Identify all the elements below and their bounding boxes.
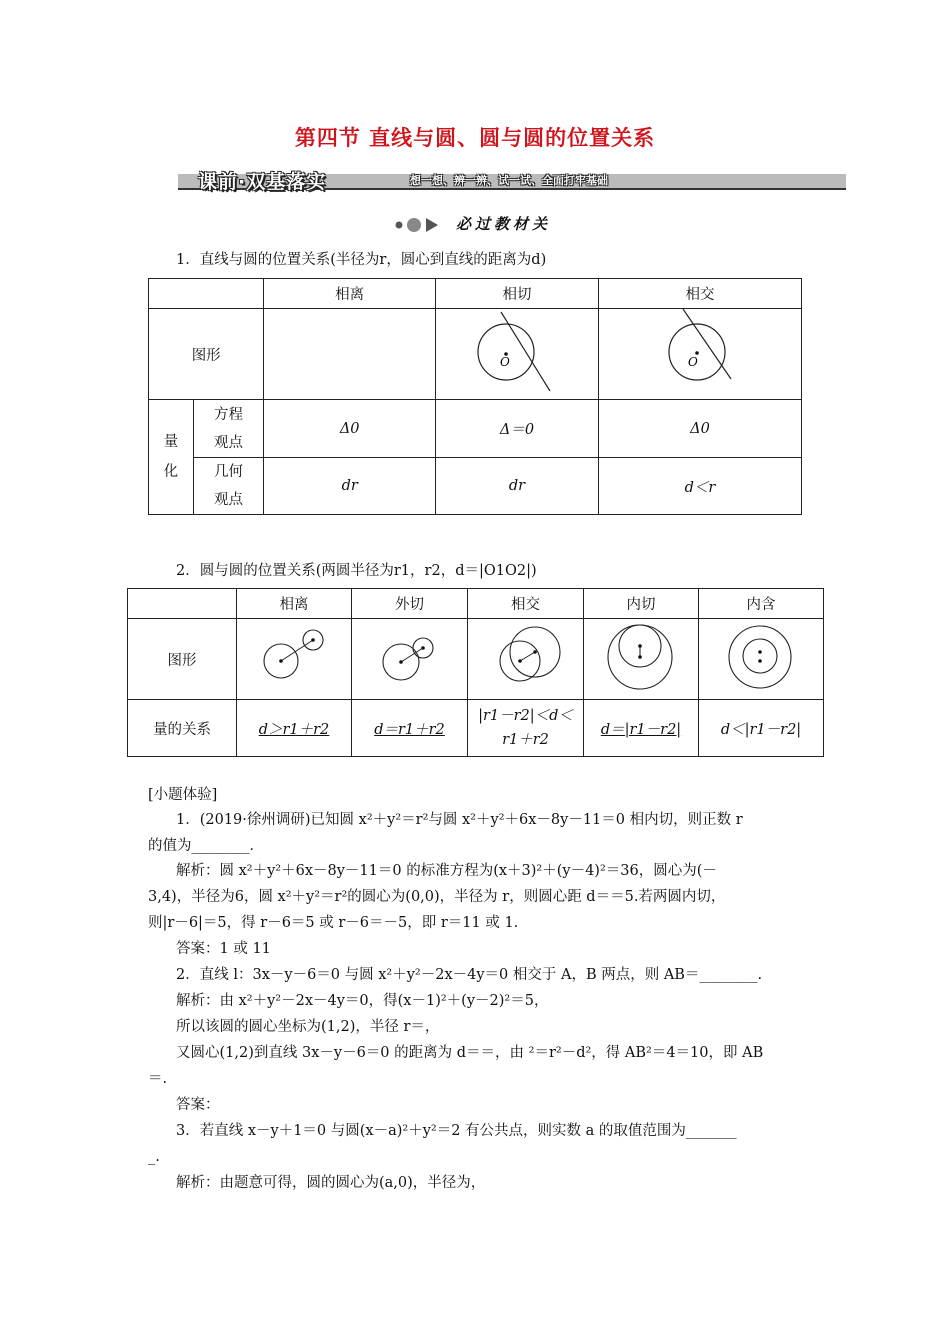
practice-line: 所以该圆的圆心坐标为(1,2)，半径 r＝， xyxy=(176,1019,440,1035)
row-label-text: 几何观点 xyxy=(214,464,244,508)
row-label xyxy=(193,400,264,458)
circles-contain-diagram xyxy=(699,619,823,695)
table1-caption: 1．直线与圆的位置关系(半径为r，圆心到直线的距离为d) xyxy=(176,252,547,268)
banner-sub-text: 想一想、辨一辨、试一试、全面打牢基础 xyxy=(410,174,608,187)
table1-corner xyxy=(149,279,264,309)
answer-line: 答案：1 或 11 xyxy=(176,941,271,957)
practice-line: 则|r－6|＝5，得 r－6＝5 或 r－6＝－5，即 r＝11 或 1. xyxy=(148,915,519,931)
circles-separate-diagram xyxy=(237,619,351,695)
table2-header: 相交 xyxy=(468,589,584,619)
banner-main-text: 课前·双基落实 xyxy=(198,171,327,193)
intersect-diagram xyxy=(599,309,801,395)
center-label: O xyxy=(687,355,698,369)
table2-caption: 2．圆与圆的位置关系(两圆半径为r1，r2，d＝|O1O2|) xyxy=(176,563,537,579)
table1-header: 相交 xyxy=(598,279,801,309)
tangent-diagram xyxy=(436,309,598,395)
practice-line: 2．直线 l：3x－y－6＝0 与圆 x²＋y²－2x－4y＝0 相交于 A，B 两点，则 AB＝________. xyxy=(176,967,763,983)
circles-external-diagram xyxy=(352,619,467,695)
figure-circles-contain xyxy=(699,619,824,700)
row-label-text: 方程观点 xyxy=(214,406,244,451)
center-label: O xyxy=(499,355,510,369)
table1-header: 相切 xyxy=(435,279,598,309)
table1-cell: dr xyxy=(435,458,598,515)
practice-line: 解析：由 x²＋y²－2x－4y＝0，得(x－1)²＋(y－2)²＝5， xyxy=(176,993,549,1009)
table2-header: 内切 xyxy=(584,589,699,619)
relation-cell xyxy=(468,700,584,757)
table-circle-circle xyxy=(127,588,824,757)
section-banner xyxy=(178,170,846,192)
answer-line: 答案： xyxy=(176,1097,220,1113)
bullet-dots-icon xyxy=(394,216,450,234)
section-label: 必过教材关 xyxy=(456,215,552,233)
practice-line: 1．(2019·徐州调研)已知圆 x²＋y²＝r²与圆 x²＋y²＋6x－8y－11＝0 相内切，则正数 r xyxy=(176,812,743,828)
practice-line: 解析：圆 x²＋y²＋6x－8y－11＝0 的标准方程为(x＋3)²＋(y－4)²＝36，圆心为(－ xyxy=(176,863,717,879)
table2-header: 相离 xyxy=(237,589,352,619)
table1-cell: Δ0 xyxy=(264,400,436,458)
figure-intersect xyxy=(598,309,801,400)
page-title: 第四节 直线与圆、圆与圆的位置关系 xyxy=(294,126,656,150)
practice-line: 解析：由题意可得，圆的圆心为(a,0)，半径为， xyxy=(176,1175,486,1191)
figure-circles-separate xyxy=(237,619,352,700)
row-label xyxy=(193,458,264,515)
relation-cell: d＜|r1－r2| xyxy=(699,700,824,757)
table1-cell: Δ0 xyxy=(598,400,801,458)
quant-text: 量化 xyxy=(163,434,179,480)
table2-header: 外切 xyxy=(352,589,468,619)
relation-cell: d＞r1＋r2 xyxy=(237,700,352,757)
circles-intersect-diagram xyxy=(468,619,583,695)
table-line-circle xyxy=(148,278,802,515)
relation-cell: d＝r1＋r2 xyxy=(352,700,468,757)
table2-header: 内含 xyxy=(699,589,824,619)
table1-header: 相离 xyxy=(264,279,436,309)
figure-tangent xyxy=(435,309,598,400)
relation-cell: d＝|r1－r2| xyxy=(584,700,699,757)
practice-line: ＝. xyxy=(148,1071,168,1087)
practice-line: 3．若直线 x－y＋1＝0 与圆(x－a)²＋y²＝2 有公共点，则实数 a 的取值范围为_______ xyxy=(176,1123,737,1139)
table1-cell: Δ＝0 xyxy=(435,400,598,458)
table2-figure-label: 图形 xyxy=(128,619,237,700)
figure-circles-external xyxy=(352,619,468,700)
table1-figure-label: 图形 xyxy=(149,309,264,400)
practice-line: 的值为________． xyxy=(148,838,264,854)
table1-quant-label xyxy=(149,400,194,515)
practice-line: _. xyxy=(148,1149,160,1165)
table2-corner xyxy=(128,589,237,619)
figure-circles-intersect xyxy=(468,619,584,700)
table1-cell: dr xyxy=(264,458,436,515)
relation-text: |r1－r2|＜d＜r1＋r2 xyxy=(478,708,573,748)
practice-heading: [小题体验] xyxy=(148,787,218,803)
practice-line: 又圆心(1,2)到直线 3x－y－6＝0 的距离为 d＝＝，由 ²＝r²－d²，得 AB²＝4＝10，即 AB xyxy=(176,1045,764,1061)
figure-circles-internal xyxy=(584,619,699,700)
table1-cell: d＜r xyxy=(598,458,801,515)
figure-separate xyxy=(264,309,436,400)
practice-line: 3,4)，半径为6，圆 x²＋y²＝r²的圆心为(0,0)，半径为 r，则圆心距 d＝＝5.若两圆内切， xyxy=(148,889,726,905)
table2-relation-label: 量的关系 xyxy=(128,700,237,757)
circles-internal-diagram xyxy=(584,619,698,695)
